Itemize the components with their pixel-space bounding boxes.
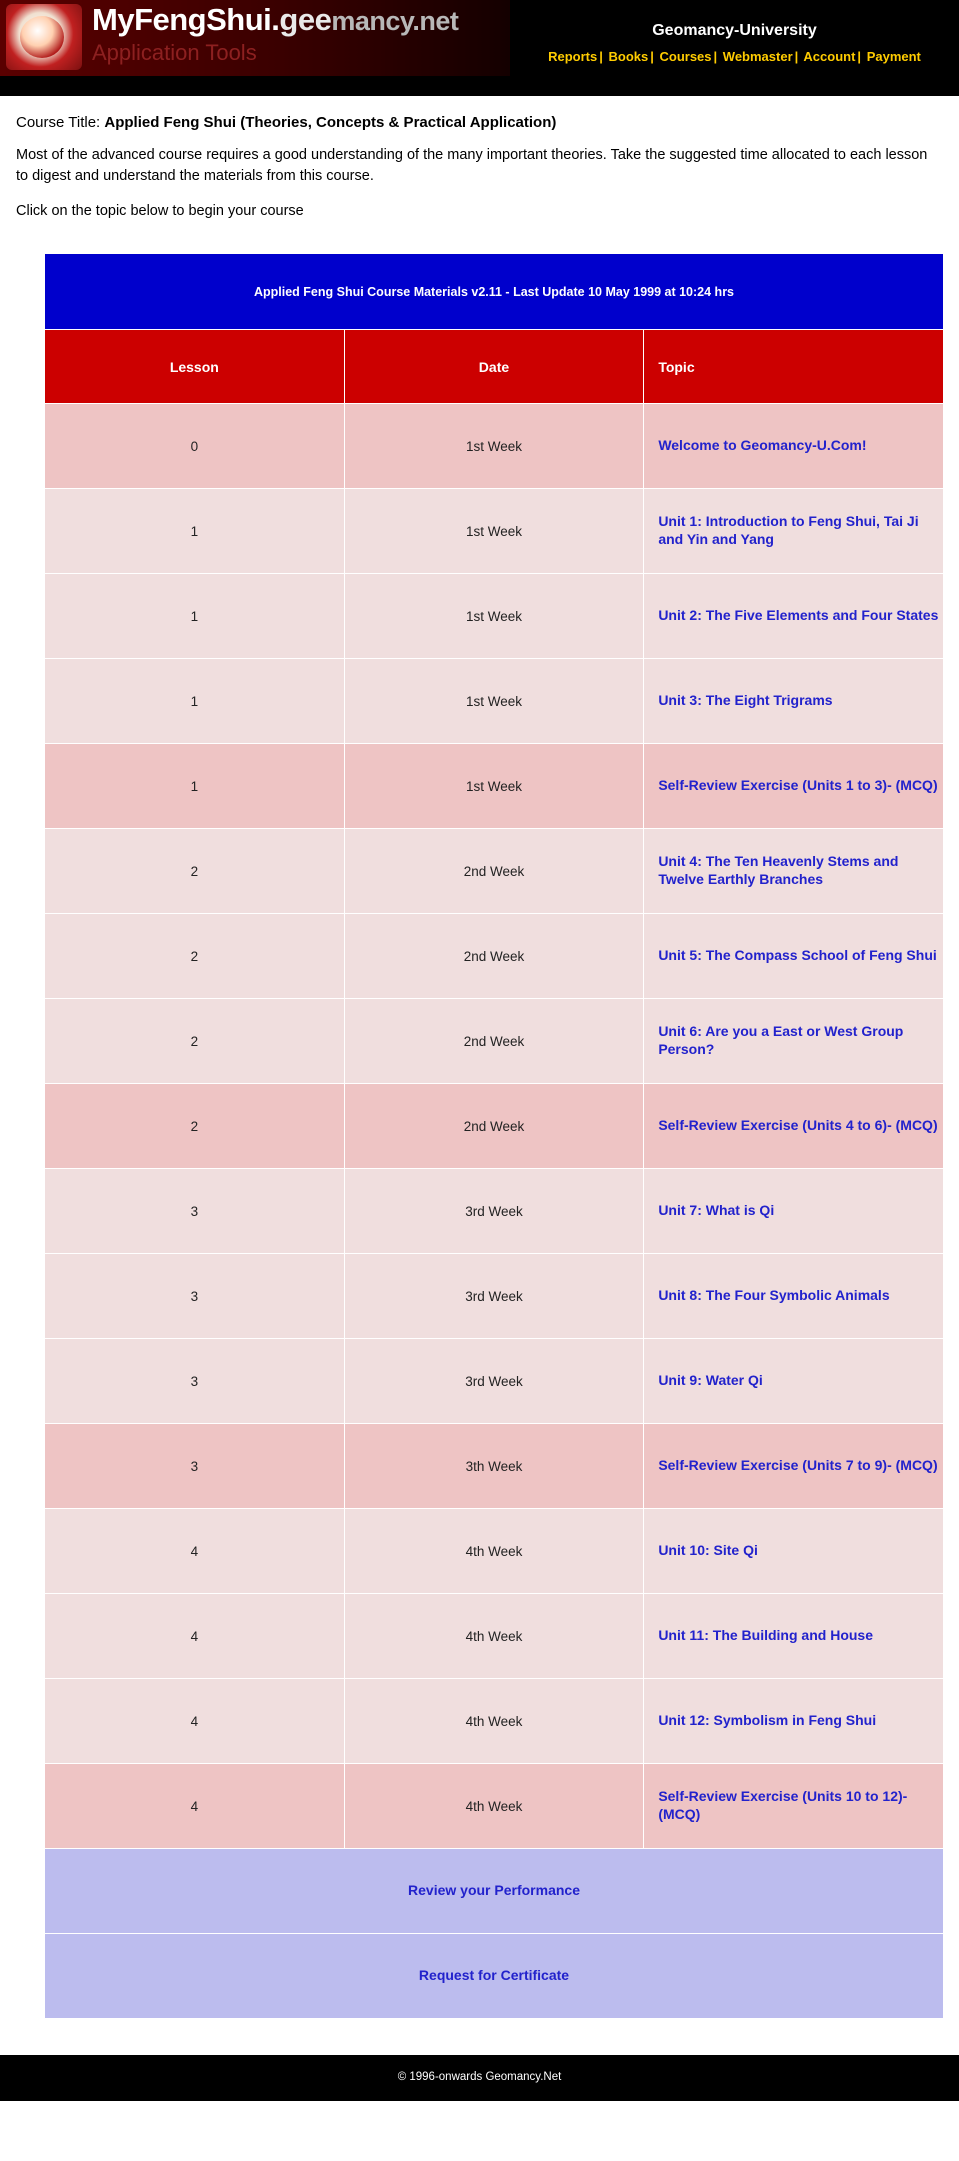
cell-lesson: 3 — [45, 1169, 345, 1254]
topic-link[interactable]: Unit 11: The Building and House — [658, 1627, 873, 1644]
cell-date: 4th Week — [344, 1679, 644, 1764]
cell-lesson: 0 — [45, 404, 345, 489]
site-logo-icon — [6, 4, 82, 70]
column-header-lesson: Lesson — [45, 330, 345, 404]
cell-topic — [644, 1509, 944, 1594]
nav-item-account[interactable]: Account — [803, 49, 856, 64]
review-performance-cell — [45, 1849, 944, 1934]
topic-link[interactable]: Unit 1: Introduction to Feng Shui, Tai Ji and Yin and Yang — [658, 513, 919, 548]
cell-lesson: 4 — [45, 1764, 345, 1849]
table-row — [45, 1679, 944, 1764]
table-row — [45, 1424, 944, 1509]
nav-item-webmaster[interactable]: Webmaster — [722, 49, 793, 64]
brand-part-2: gee — [279, 2, 332, 37]
cell-date: 1st Week — [344, 574, 644, 659]
table-row — [45, 829, 944, 914]
table-row — [45, 1084, 944, 1169]
cell-date: 3rd Week — [344, 1339, 644, 1424]
request-certificate-cell — [45, 1934, 944, 2019]
cell-lesson: 2 — [45, 1084, 345, 1169]
topic-link[interactable]: Unit 5: The Compass School of Feng Shui — [658, 947, 937, 964]
request-certificate-row — [45, 1934, 944, 2019]
cell-lesson: 3 — [45, 1254, 345, 1339]
cell-topic — [644, 659, 944, 744]
nav-separator: | — [650, 49, 654, 64]
cell-lesson: 4 — [45, 1679, 345, 1764]
nav-separator: | — [599, 49, 603, 64]
cell-lesson: 3 — [45, 1339, 345, 1424]
review-performance-row — [45, 1849, 944, 1934]
cell-lesson: 2 — [45, 829, 345, 914]
brand-part-1: MyFengShui. — [92, 2, 280, 37]
table-row — [45, 574, 944, 659]
nav-separator: | — [794, 49, 799, 64]
application-tools-label: Application Tools — [92, 40, 257, 65]
cell-topic — [644, 829, 944, 914]
table-row — [45, 1339, 944, 1424]
table-banner-text: Applied Feng Shui Course Materials v2.11 - Last Update 10 May 1999 at 10:24 hrs — [45, 254, 944, 330]
cell-date: 2nd Week — [344, 999, 644, 1084]
nav-separator: | — [713, 49, 718, 64]
column-header-topic: Topic — [644, 330, 944, 404]
header-nav-panel — [510, 0, 959, 76]
cell-topic — [644, 404, 944, 489]
cell-date: 4th Week — [344, 1509, 644, 1594]
cell-topic — [644, 914, 944, 999]
cell-date: 1st Week — [344, 404, 644, 489]
table-header-row — [45, 330, 944, 404]
topic-link[interactable]: Unit 7: What is Qi — [658, 1202, 775, 1219]
column-header-date: Date — [344, 330, 644, 404]
cell-topic — [644, 1169, 944, 1254]
site-header — [0, 0, 959, 96]
page-title: Geomancy-University — [652, 22, 817, 39]
cell-topic — [644, 744, 944, 829]
review-performance-link[interactable]: Review your Performance — [408, 1882, 580, 1899]
table-banner-row — [45, 254, 944, 330]
cell-lesson: 2 — [45, 999, 345, 1084]
brand-wordmark — [92, 2, 458, 38]
table-row — [45, 1169, 944, 1254]
course-title-label: Course Title: — [16, 114, 101, 131]
cell-lesson: 1 — [45, 659, 345, 744]
cell-date: 3th Week — [344, 1424, 644, 1509]
cell-topic — [644, 999, 944, 1084]
copyright-text: © 1996-onwards Geomancy.Net — [397, 2071, 562, 2084]
cell-topic — [644, 489, 944, 574]
topic-link[interactable]: Unit 3: The Eight Trigrams — [658, 692, 833, 709]
nav-item-reports[interactable]: Reports — [548, 49, 598, 64]
table-row — [45, 1509, 944, 1594]
topic-link[interactable]: Self-Review Exercise (Units 7 to 9)- (MCQ) — [658, 1457, 938, 1474]
request-certificate-link[interactable]: Request for Certificate — [418, 1967, 570, 1984]
table-row — [45, 659, 944, 744]
cell-date: 1st Week — [344, 744, 644, 829]
cell-topic — [644, 1679, 944, 1764]
header-brand-panel — [0, 0, 510, 76]
nav-separator: | — [857, 49, 862, 64]
cell-topic — [644, 1339, 944, 1424]
cell-date: 2nd Week — [344, 1084, 644, 1169]
topic-link[interactable]: Unit 2: The Five Elements and Four States — [658, 607, 939, 624]
topic-link[interactable]: Unit 10: Site Qi — [658, 1542, 758, 1559]
table-row — [45, 404, 944, 489]
cell-topic — [644, 1084, 944, 1169]
cell-date: 2nd Week — [344, 914, 644, 999]
nav-item-courses[interactable]: Courses — [659, 49, 712, 64]
brand-part-3: mancy.net — [331, 6, 459, 36]
topic-link[interactable]: Self-Review Exercise (Units 4 to 6)- (MCQ) — [658, 1117, 938, 1134]
cell-topic — [644, 1594, 944, 1679]
nav-item-payment[interactable]: Payment — [866, 49, 921, 64]
table-row — [45, 489, 944, 574]
cell-lesson: 1 — [45, 744, 345, 829]
topic-link[interactable]: Welcome to Geomancy-U.Com! — [658, 437, 867, 454]
course-intro-text: Most of the advanced course requires a good understanding of the many important theories. Take the suggested time allocated to each lesson to digest and understand the materials from this course. — [16, 147, 928, 185]
course-title-value: Applied Feng Shui (Theories, Concepts & Practical Application) — [104, 114, 557, 131]
cell-topic — [644, 1424, 944, 1509]
cell-date: 1st Week — [344, 659, 644, 744]
table-row — [45, 744, 944, 829]
topic-link[interactable]: Unit 12: Symbolism in Feng Shui — [658, 1712, 877, 1729]
course-table-body — [45, 254, 944, 2019]
cell-lesson: 2 — [45, 914, 345, 999]
topic-link[interactable]: Unit 8: The Four Symbolic Animals — [658, 1287, 890, 1304]
cell-date: 2nd Week — [344, 829, 644, 914]
course-title-line — [16, 114, 943, 131]
topic-link[interactable]: Unit 4: The Ten Heavenly Stems and Twelve Earthly Branches — [658, 853, 899, 888]
cell-lesson: 4 — [45, 1509, 345, 1594]
cell-lesson: 3 — [45, 1424, 345, 1509]
table-row — [45, 999, 944, 1084]
cell-topic — [644, 1764, 944, 1849]
cell-date: 4th Week — [344, 1594, 644, 1679]
topic-link[interactable]: Self-Review Exercise (Units 10 to 12)- (MCQ) — [658, 1788, 908, 1823]
topic-link[interactable]: Unit 6: Are you a East or West Group Person? — [658, 1023, 904, 1058]
nav-item-books[interactable]: Books — [608, 49, 649, 64]
table-row — [45, 1254, 944, 1339]
cell-date: 3rd Week — [344, 1254, 644, 1339]
cell-date: 4th Week — [344, 1764, 644, 1849]
cell-date: 3rd Week — [344, 1169, 644, 1254]
cell-date: 1st Week — [344, 489, 644, 574]
site-footer — [0, 2055, 959, 2101]
table-row — [45, 1764, 944, 1849]
table-row — [45, 1594, 944, 1679]
table-row — [45, 914, 944, 999]
cell-lesson: 4 — [45, 1594, 345, 1679]
course-materials-table — [44, 253, 944, 2019]
cell-lesson: 1 — [45, 574, 345, 659]
cell-lesson: 1 — [45, 489, 345, 574]
cell-topic — [644, 1254, 944, 1339]
topic-link[interactable]: Self-Review Exercise (Units 1 to 3)- (MCQ) — [658, 777, 938, 794]
main-content — [0, 96, 959, 2019]
main-navigation — [510, 49, 959, 64]
topic-link[interactable]: Unit 9: Water Qi — [658, 1372, 763, 1389]
cell-topic — [644, 574, 944, 659]
click-instruction-text: Click on the topic below to begin your course — [16, 203, 304, 220]
